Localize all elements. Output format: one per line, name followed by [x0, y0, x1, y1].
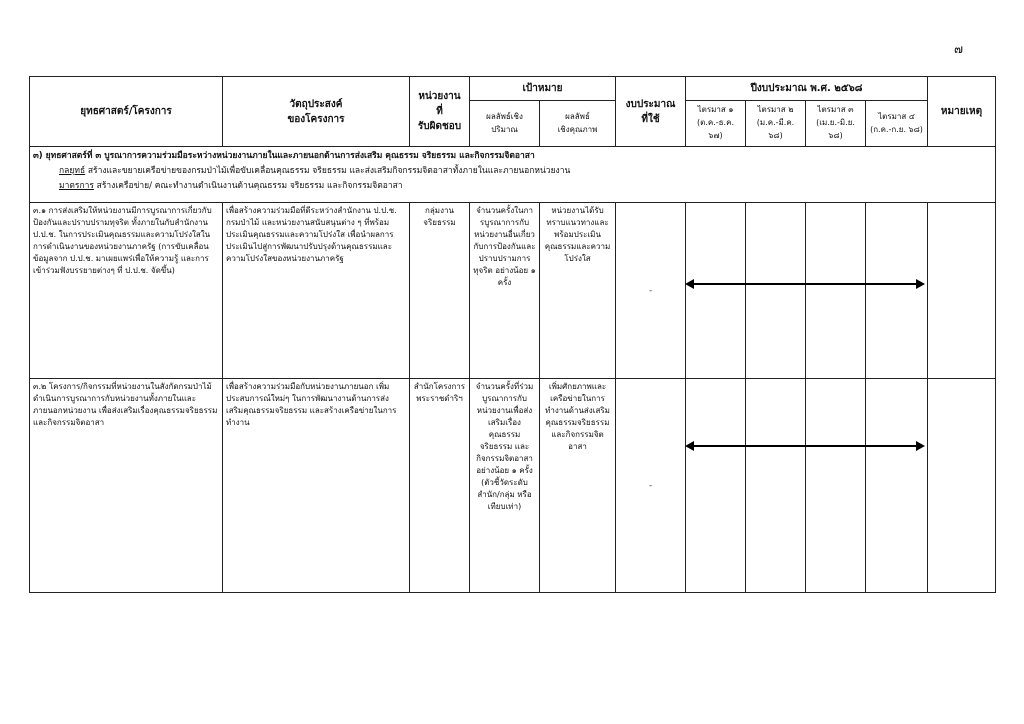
table-row — [30, 379, 996, 593]
quarter-1-cell — [686, 379, 746, 593]
header-objective-line2: ของโครงการ — [287, 113, 345, 125]
project-budget: - — [616, 203, 686, 379]
project-plan-table — [29, 76, 996, 593]
quarter-3-cell — [806, 379, 866, 593]
quarter-2-period: (ม.ค.-มี.ค. ๖๘) — [756, 118, 795, 140]
header-quarter-2 — [746, 101, 806, 147]
project-name: ๓.๒ โครงการ/กิจกรรมที่หน่วยงานในสังกัดกรมป่าไม้ ดำเนินการบูรณาการกับหน่วยงานทั้งภายในและภายนอกหน่วยงาน เพื่อส่งเสริมเรื่องคุณธรรมจริยธรรม และกิจกรรมจิตอาสา — [30, 379, 223, 593]
tactic-text: สร้างและขยายเครือข่ายของกรมป่าไม้เพื่อขับเคลื่อนคุณธรรม จริยธรรม และส่งเสริมกิจกรรมจิตอาสาทั้งภายในและภายนอกหน่วยงาน — [85, 165, 571, 176]
header-output-line2: ปริมาณ — [491, 124, 518, 134]
project-responsible: กลุ่มงานจริยธรรม — [410, 203, 470, 379]
quarter-2-label: ไตรมาส ๒ — [757, 105, 794, 115]
header-responsible-line2: ที่ — [436, 106, 443, 117]
tactic-label: กลยุทธ์ — [59, 165, 86, 176]
project-remarks — [928, 379, 996, 593]
project-responsible: สำนักโครงการพระราชดำริฯ — [410, 379, 470, 593]
header-output-line1: ผลลัพธ์เชิง — [486, 111, 523, 121]
header-remarks: หมายเหตุ — [928, 77, 996, 147]
page-number: ๗ — [954, 42, 964, 56]
project-outcome: หน่วยงานได้รับทราบแนวทางและพร้อมประเมินคุณธรรมและความโปร่งใส — [540, 203, 616, 379]
quarter-4-cell — [866, 379, 928, 593]
quarter-2-cell — [746, 379, 806, 593]
header-objective — [223, 77, 410, 147]
header-budget-line1: งบประมาณ — [625, 98, 676, 110]
header-fiscal-year: ปีงบประมาณ พ.ศ. ๒๕๖๘ — [686, 77, 928, 101]
project-objective: เพื่อสร้างความร่วมมือกับหน่วยงานภายนอก เพิ่มประสบการณ์ใหม่ๆ ในการพัฒนางานด้านการส่งเสริมคุณธรรมจริยธรรม และสร้างเครือข่ายในการทำงาน — [223, 379, 410, 593]
project-name: ๓.๑ การส่งเสริมให้หน่วยงานมีการบูรณาการเกี่ยวกับป้องกันและปราบปรามทุจริต ทั้งภายในกับสำนักงาน ป.ป.ช. ในการประเมินคุณธรรมและความโปร่งใสในการดำเนินงานของหน่วยงานภาครัฐ (การขับเคลื่อนข้อมูลจาก ป.ป.ช. มาเผยแพร่เพื่อให้ความรู้ และการเข้าร่วมฟังบรรยายต่างๆ ที่ ป.ป.ช. จัดขึ้น) — [30, 203, 223, 379]
header-outcome-line1: ผลลัพธ์ — [565, 111, 590, 121]
header-outcome-line2: เชิงคุณภาพ — [557, 124, 598, 134]
header-target: เป้าหมาย — [470, 77, 616, 101]
header-quarter-3 — [806, 101, 866, 147]
project-output: จำนวนครั้งในการบูรณาการกับหน่วยงานอื่นเกี่ยวกับการป้องกันและปราบปรามการทุจริต อย่างน้อย ๑ ครั้ง — [470, 203, 540, 379]
header-strategy-project: ยุทธศาสตร์/โครงการ — [30, 77, 223, 147]
header-budget-line2: ที่ใช้ — [641, 113, 660, 125]
quarter-3-period: (เม.ย.-มิ.ย. ๖๘) — [816, 118, 855, 140]
quarter-1-label: ไตรมาส ๑ — [697, 105, 734, 115]
header-objective-line1: วัตถุประสงค์ — [289, 98, 343, 110]
strategy-title: ๓) ยุทธศาสตร์ที่ ๓ บูรณาการความร่วมมือระหว่างหน่วยงานภายในและภายนอกด้านการส่งเสริม คุณธรรม จริยธรรม และกิจกรรมจิตอาสา — [33, 151, 535, 161]
strategy-tactic — [33, 164, 992, 179]
quarter-1-period: (ต.ค.-ธ.ค. ๖๗) — [697, 118, 734, 140]
project-budget: - — [616, 379, 686, 593]
header-quarter-4 — [866, 101, 928, 147]
project-remarks — [928, 203, 996, 379]
project-outcome: เพิ่มศักยภาพและเครือข่ายในการทำงานด้านส่งเสริมคุณธรรมจริยธรรม และกิจกรรมจิตอาสา — [540, 379, 616, 593]
measure-label: มาตรการ — [59, 180, 94, 191]
measure-text: สร้างเครือข่าย/ คณะทำงานดำเนินงานด้านคุณธรรม จริยธรรม และกิจกรรมจิตอาสา — [93, 180, 403, 191]
header-outcome — [540, 101, 616, 147]
header-responsible-line3: รับผิดชอบ — [417, 121, 462, 132]
strategy-row — [30, 147, 996, 203]
quarter-4-period: (ก.ค.-ก.ย. ๖๘) — [870, 124, 923, 134]
timeline-arrow-project-2 — [685, 439, 925, 453]
header-budget — [616, 77, 686, 147]
timeline-arrow-project-1 — [685, 277, 925, 291]
header-row-1 — [30, 77, 996, 101]
strategy-cell — [30, 147, 996, 203]
project-objective: เพื่อสร้างความร่วมมือที่ดีระหว่างสำนักงาน ป.ป.ช. กรมป่าไม้ และหน่วยงานสนับสนุนต่าง ๆ ที่พร้อมประเมินคุณธรรมและความโปร่งใส เพื่อนำผลการประเมินไปสู่การพัฒนาปรับปรุงด้านคุณธรรมและความโปร่งใสของหน่วยงานภาครัฐ — [223, 203, 410, 379]
header-responsible — [410, 77, 470, 147]
quarter-4-label: ไตรมาส ๔ — [878, 111, 915, 121]
header-quarter-1 — [686, 101, 746, 147]
quarter-3-label: ไตรมาส ๓ — [817, 105, 854, 115]
strategy-measure — [33, 179, 992, 194]
header-responsible-line1: หน่วยงาน — [418, 91, 461, 102]
header-output — [470, 101, 540, 147]
project-output: จำนวนครั้งที่ร่วมบูรณาการกับหน่วยงานเพื่อส่งเสริมเรื่องคุณธรรม จริยธรรม และกิจกรรมจิตอาสา อย่างน้อย ๑ ครั้ง (ตัวชี้วัดระดับสำนัก/กลุ่ม หรือเทียบเท่า) — [470, 379, 540, 593]
